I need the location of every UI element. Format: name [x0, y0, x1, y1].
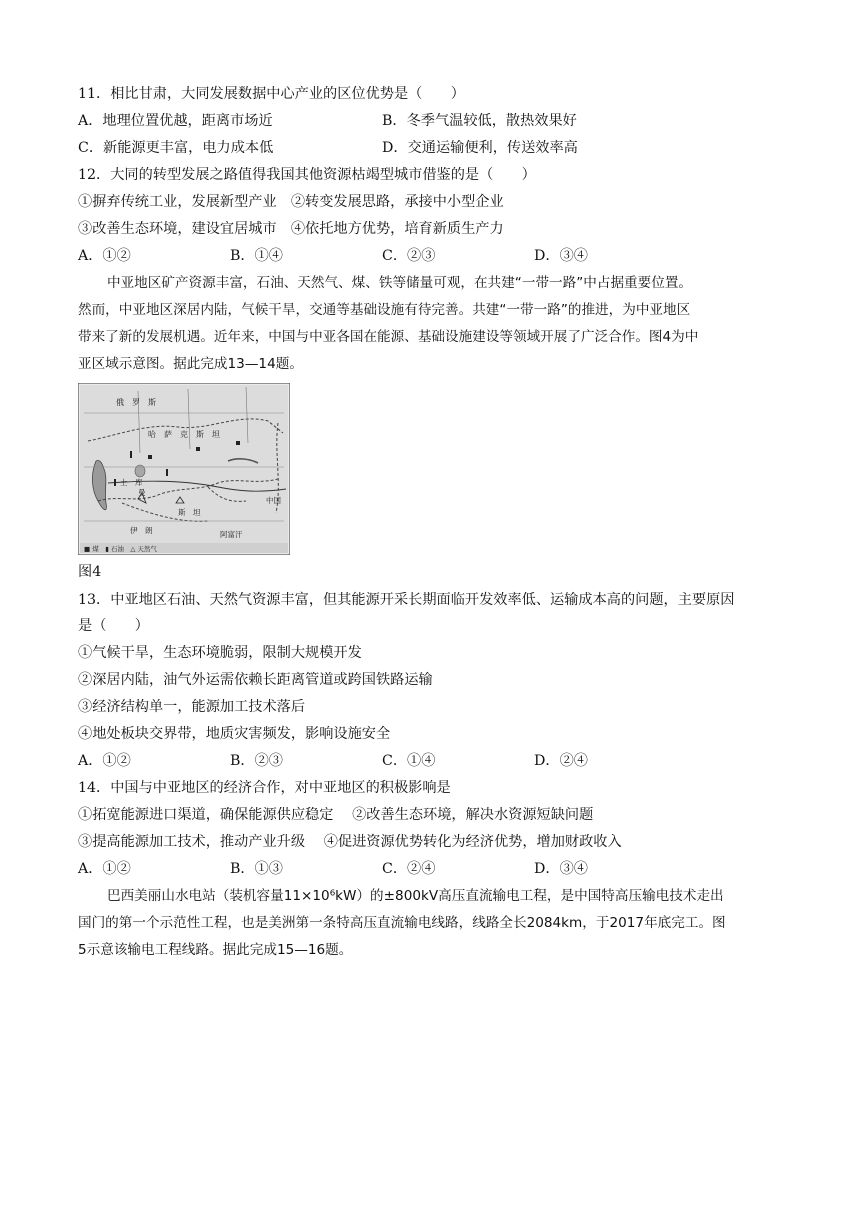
- q12-option-d: D．③④: [534, 248, 588, 264]
- oil-symbol: [114, 479, 116, 486]
- passage2-line-3: 5示意该输电工程线路。据此完成15—16题。: [78, 942, 353, 958]
- map-label-afghanistan: 阿富汗: [220, 530, 243, 539]
- q13-statement-1: ①气候干旱，生态环境脆弱，限制大规模开发: [78, 645, 362, 661]
- map-label-china: 中国: [266, 496, 281, 505]
- q11-option-c: C．新能源更丰富，电力成本低: [78, 140, 274, 156]
- q13-statement-2: ②深居内陆，油气外运需依赖长距离管道或跨国铁路运输: [78, 672, 433, 688]
- oil-symbol: [130, 451, 132, 458]
- q13-option-c: C．①④: [382, 753, 436, 769]
- coal-symbol: [148, 455, 152, 459]
- q13-stem-1: 13．中亚地区石油、天然气资源丰富，但其能源开采长期面临开发效率低、运输成本高的问题，主要原因: [78, 592, 735, 608]
- passage1-line-1: 中亚地区矿产资源丰富，石油、天然气、煤、铁等储量可观，在共建“一带一路”中占据重要位置。: [107, 275, 693, 291]
- q14-option-d: D．③④: [534, 861, 588, 877]
- passage2-line-2: 国门的第一个示范性工程，也是美洲第一条特高压直流输电线路，线路全长2084km，于2017年底完工。图: [78, 915, 726, 931]
- central-asia-map: [78, 383, 290, 555]
- q11-option-b: B．冬季气温较低，散热效果好: [382, 113, 577, 129]
- coal-symbol: [196, 447, 200, 451]
- q14-option-c: C．②④: [382, 861, 436, 877]
- q12-option-a: A．①②: [78, 248, 131, 264]
- oil-symbol: [166, 469, 168, 476]
- q13-statement-3: ③经济结构单一，能源加工技术落后: [78, 699, 306, 715]
- figure-4-label: 图4: [78, 564, 102, 580]
- passage2-line-1: 巴西美丽山水电站（装机容量11×10⁶kW）的±800kV高压直流输电工程，是中国特高压输电技术走出: [107, 888, 724, 904]
- q14-stem: 14．中国与中亚地区的经济合作，对中亚地区的积极影响是: [78, 780, 451, 796]
- q11-option-a: A．地理位置优越，距离市场近: [78, 113, 273, 129]
- q13-option-d: D．②④: [534, 753, 588, 769]
- q14-option-b: B．①③: [230, 861, 283, 877]
- map-label-stan: 斯 坦: [178, 508, 201, 517]
- passage1-line-2: 然而，中亚地区深居内陆，气候干旱，交通等基础设施有待完善。共建“一带一路”的推进，为中亚地区: [78, 302, 691, 318]
- q14-statements-2: ③提高能源加工技术，推动产业升级 ④促进资源优势转化为经济优势，增加财政收入: [78, 834, 622, 850]
- map-label-turkmen-2: 曼: [138, 488, 146, 497]
- q11-option-d: D．交通运输便利，传送效率高: [382, 140, 578, 156]
- q12-statements-1: ①摒弃传统工业，发展新型产业 ②转变发展思路，承接中小型企业: [78, 194, 504, 210]
- q12-option-b: B．①④: [230, 248, 283, 264]
- q13-stem-2: 是（ ）: [78, 618, 149, 634]
- q13-option-a: A．①②: [78, 753, 131, 769]
- q13-statement-4: ④地处板块交界带，地质灾害频发，影响设施安全: [78, 726, 391, 742]
- passage1-line-3: 带来了新的发展机遇。近年来，中国与中亚各国在能源、基础设施建设等领域开展了广泛合作。图4为中: [78, 329, 699, 345]
- map-label-kazakhstan: 哈 萨 克 斯 坦: [148, 430, 220, 439]
- coal-symbol: [236, 441, 240, 445]
- q13-option-b: B．②③: [230, 753, 283, 769]
- q12-statements-2: ③改善生态环境，建设宜居城市 ④依托地方优势，培育新质生产力: [78, 221, 504, 237]
- q11-stem: 11．相比甘肃，大同发展数据中心产业的区位优势是（ ）: [78, 86, 465, 102]
- q14-statements-1: ①拓宽能源进口渠道，确保能源供应稳定 ②改善生态环境，解决水资源短缺问题: [78, 807, 594, 823]
- map-label-turkmen: 土 库: [120, 478, 143, 487]
- map-label-iran: 伊 朗: [130, 526, 153, 535]
- map-legend: ■ 煤 ▮ 石油 △ 天然气: [84, 545, 157, 553]
- q12-stem: 12．大同的转型发展之路值得我国其他资源枯竭型城市借鉴的是（ ）: [78, 167, 536, 183]
- map-land: [80, 385, 288, 543]
- q14-option-a: A．①②: [78, 861, 131, 877]
- q12-option-c: C．②③: [382, 248, 436, 264]
- map-label-russia: 俄 罗 斯: [116, 398, 156, 407]
- passage1-line-4: 亚区域示意图。据此完成13—14题。: [78, 356, 303, 372]
